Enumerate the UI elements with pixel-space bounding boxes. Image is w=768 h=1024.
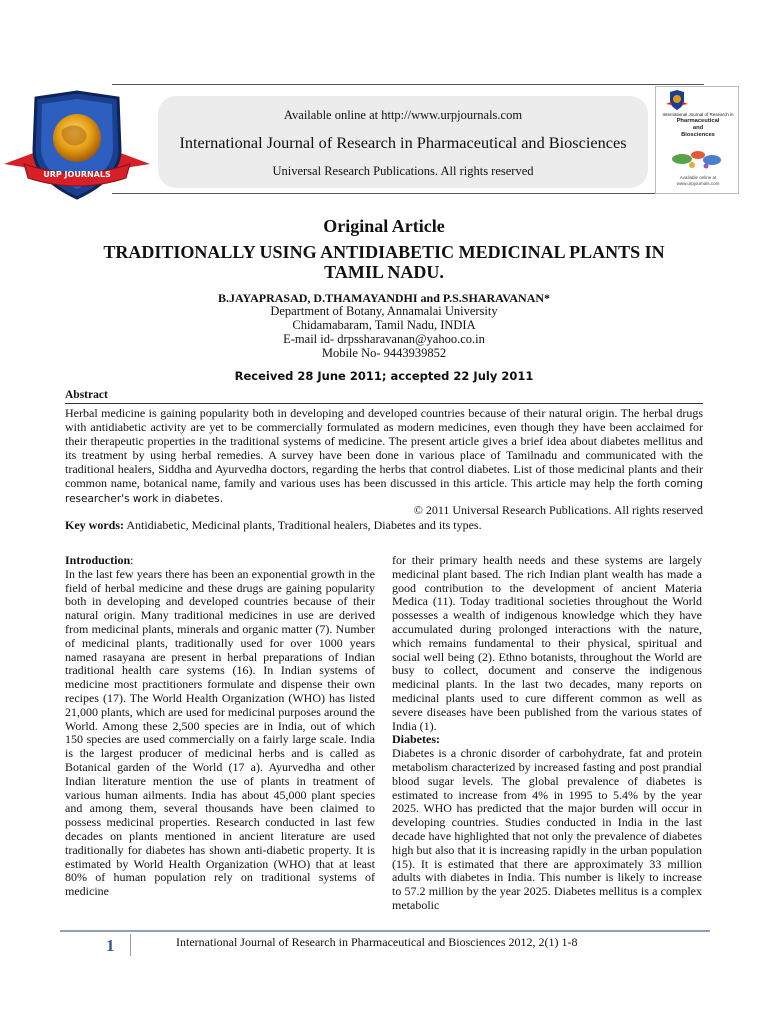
- abstract-heading: Abstract: [65, 389, 108, 401]
- header-bottom-rule: [112, 193, 704, 194]
- received-dates: Received 28 June 2011; accepted 22 July 2011: [234, 369, 534, 383]
- available-online-text: Available online at http://www.urpjournals.com: [283, 108, 523, 122]
- cover-title-line: and: [692, 125, 704, 131]
- rights-text: Universal Research Publications. All rights reserved: [272, 164, 534, 178]
- author-mobile: Mobile No- 9443939852: [321, 346, 447, 360]
- cover-title-line: International Journal of Research in: [662, 112, 734, 117]
- abstract-text: [65, 406, 703, 506]
- keywords-label: Key words:: [65, 518, 124, 532]
- diabetes-text: Diabetes is a chronic disorder of carbohydrate, fat and protein metabolism characterized by increased fasting and post prandial blood sugar levels. The global prevalence of diabetes is estimated to increase from 4% in 1995 to 5.4% by the year 2025. WHO has predicted that the major burden will occur in developing countries. Studies conducted in India in the last decade have highlighted that not only the prevalence of diabetes high but also that it is increasing rapidly in the urban population (15). It is estimated that there are approximately 33 million adults with diabetes in India. This number is likely to increase to 57.2 million by the year 2025. Diabetes mellitus is a complex metabolic: [392, 746, 702, 912]
- cover-title-line: Pharmaceutical: [676, 118, 720, 124]
- abstract-body: Herbal medicine is gaining popularity both in developing and developed countries because of their natural origin. The herbal drugs with antidiabetic activity are yet to be commercially formulated as modern medicines, even though they have been acclaimed for their therapeutic properties in the traditional systems of medicine. The present article gives a brief idea about diabetes mellitus and its treatment by using herbal remedies. A survey have been done in various place of Tamilnadu and communicated with the traditional healers, Siddha and Ayurvedha doctors, regarding the herbs that control diabetes. List of those medicinal plants and their common name, botanical name, family and various uses has been discussed in this article. This article may help the forth: [65, 406, 703, 490]
- authors: B.JAYAPRASAD, D.THAMAYANDHI and P.S.SHARAVANAN*: [217, 291, 551, 305]
- author-email: E-mail id- drpssharavanan@yahoo.co.in: [283, 332, 485, 346]
- header-top-rule: [112, 84, 704, 85]
- introduction-colon: :: [130, 553, 134, 567]
- journal-cover-thumbnail: [655, 86, 739, 194]
- introduction-text: In the last few years there has been an exponential growth in the field of herbal medicine and these drugs are gaining popularity both in developing and developed countries because of their natural origin. Many traditional medicines in use are derived from medicinal plants, minerals and organic matter (7). Number of medicinal plants, traditionally used for over 1000 years named rasayana are present in herbal preparations of Indian traditional health care systems (16). In Indian systems of medicine most practitioners formulate and dispense their own recipes (17). The World Health Organization (WHO) has listed 21,000 plants, which are used for medicinal purposes around the World. Among these 2,500 species are in India, out of which 150 species are used commercially on a fairly large scale. India is the largest producer of medicinal herbs and is called as Botanical garden of the World (17 a). Ayurvedha and other Indian literature mention the use of plants in treatment of various human ailments. India has about 45,000 plant species and among them, several thousands have been claimed to possess medicinal properties. Research conducted in last few decades on plants mentioned in ancient literature are used traditionally for diabetes has shown anti-diabetic property. It is estimated by World Health Organization (WHO) that at least 80% of human population rely on traditional systems of medicine: [65, 566, 375, 899]
- introduction-heading: Introduction: [65, 553, 131, 567]
- abstract-top-rule: [65, 403, 703, 404]
- abstract-tail: coming researcher's work in diabetes.: [65, 478, 703, 505]
- introduction-continued-text: for their primary health needs and these systems are largely medicinal plant based. The rich Indian plant wealth has made a good contribution to the development of ancient Materia Medica (11). Today traditional societies throughout the World possesses a wealth of indigenous knowledge which they have accumulated during prolonged interactions with the nature, which remains fundamental to their physical, spiritual and social well being (2). Ethno botanists, throughout the World are busy to collect, document and conserve the indigenous medicinal plants. In the last two decades, many reports on medicinal plants used to cure different common as well as severe diseases have been published from the various states of India (1).: [392, 553, 702, 733]
- urp-journals-logo: [2, 90, 152, 202]
- journal-name: International Journal of Research in Pharmaceutical and Biosciences: [179, 133, 627, 152]
- right-column: [392, 554, 702, 913]
- affiliation-department: Department of Botany, Annamalai University: [270, 304, 498, 318]
- article-type: Original Article: [323, 216, 445, 236]
- footer-separator: [130, 934, 131, 956]
- article-title-line-1: TRADITIONALLY USING ANTIDIABETIC MEDICINAL PLANTS IN: [103, 242, 665, 262]
- logo-banner-text: URP JOURNALS: [43, 170, 111, 179]
- footer-citation: International Journal of Research in Pharmaceutical and Biosciences 2012, 2(1) 1-8: [176, 935, 578, 949]
- left-column: [65, 554, 375, 899]
- cover-title-line: Biosciences: [681, 132, 715, 138]
- cover-available-line: www.urpjournals.com: [676, 181, 720, 186]
- cover-available: [660, 175, 736, 187]
- article-title-line-2: TAMIL NADU.: [324, 262, 444, 282]
- abstract-copyright: © 2011 Universal Research Publications. All rights reserved: [413, 503, 703, 517]
- keywords: [65, 518, 703, 533]
- cover-logo-icon: [666, 90, 688, 110]
- page-number: 1: [106, 936, 115, 955]
- keywords-list: Antidiabetic, Medicinal plants, Traditional healers, Diabetes and its types.: [126, 518, 482, 532]
- cover-title: [660, 111, 736, 139]
- cover-available-line: Available online at: [679, 175, 717, 180]
- cover-pills-illustration: [668, 145, 728, 171]
- affiliation-location: Chidamabaram, Tamil Nadu, INDIA: [292, 318, 476, 332]
- footer-rule: [60, 930, 710, 932]
- diabetes-heading: Diabetes:: [392, 732, 440, 747]
- article-title: [60, 242, 708, 282]
